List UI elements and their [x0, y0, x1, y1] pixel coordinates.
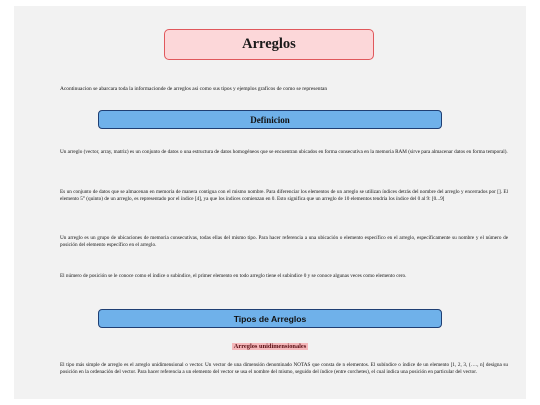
section-heading-tipos [98, 309, 442, 328]
definicion-paragraph-2: Es un conjunto de datos que se almacenan en memoria de manera contigua con el mismo nombre. Para diferenciar los elementos de un arreglo se utilizan índices detrás del nombre del arreglo y encerrados por []. El elemento 5° (quinto) de un arreglo, es representado por el índice [4], ya que los índices comienzan en 0. Esto significa que un arreglo de 10 elementos tendría los índice del 0 al 9: [0...9] [60, 189, 508, 202]
definicion-paragraph-3: Un arreglo es un grupo de ubicaciones de memoria consecutivas, todas ellas del mismo tipo. Para hacer referencia a una ubicación o elemento específico en el arreglo, específicamente su nombre y el número de posición del elemento específico en el arreglo. [60, 235, 508, 248]
tipos-paragraph: El tipo más simple de arreglo es el arreglo unidimensional o vector. Un vector de una dimensión denominado NOTAS que consta de n elementos. El subíndice o índice de un elemento [1, 2, 3, (…., n] designa su posición en la ordenación del vector. Para hacer referencia a un elemento del vector se usa el nombre del mismo, seguido del índice (entre corchetes), el cual indica una posición en particular del vector. [60, 362, 508, 375]
subheading-unidimensionales [14, 335, 526, 353]
page-title-box [164, 29, 374, 60]
section-heading-tipos-label: Tipos de Arreglos [233, 313, 307, 324]
intro-text: Acontinuacion se abarcara toda la informacionde de arreglos asi como sus tipos y ejemplos graficos de como se representan [60, 86, 328, 92]
definicion-paragraph-1: Un arreglo (vector, array, matriz) es un conjunto de datos o una estructura de datos homogéneos que se encuentran ubicados en forma consecutiva en la memoria RAM (sirve para almacenar datos en forma temporal). [60, 149, 508, 155]
page-title: Arreglos [242, 36, 296, 52]
section-heading-definicion [98, 110, 442, 129]
section-heading-definicion-label: Definicion [250, 114, 290, 125]
subheading-unidimensionales-label: Arreglos unidimensionales [233, 343, 307, 350]
definicion-paragraph-4: El número de posición se le conoce como el índice o subíndice, el primer elemento en todo arreglo tiene el subíndice 0 y se conoce algunas veces como elemento cero. [60, 273, 407, 279]
document-page [14, 6, 526, 399]
